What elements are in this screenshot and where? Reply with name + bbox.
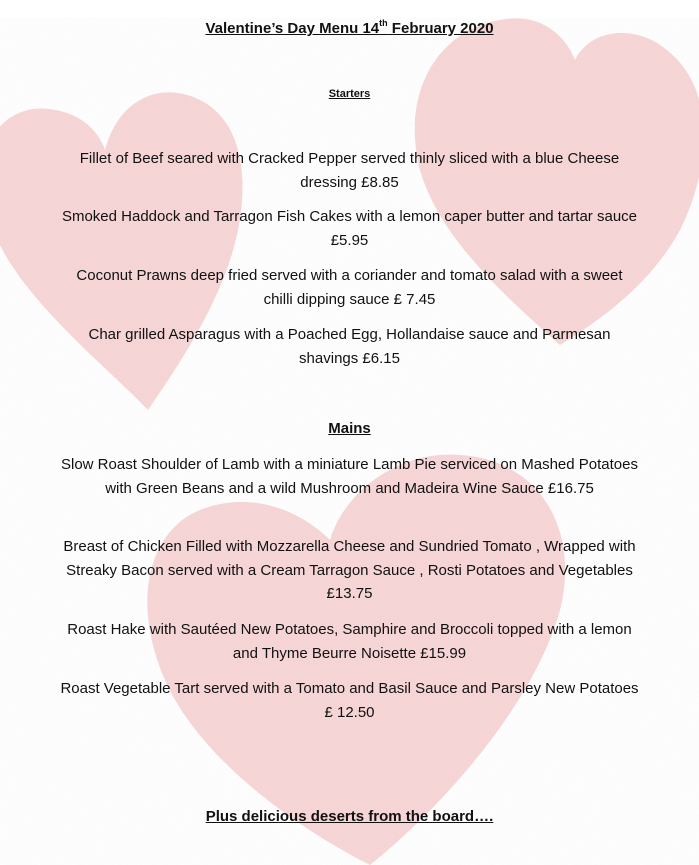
menu-title: Valentine’s Day Menu 14th February 2020 [205, 18, 494, 37]
mains-heading: Mains [328, 420, 371, 437]
main-item: Breast of Chicken Filled with Mozzarella Cheese and Sundried Tomato , Wrapped with Streaky Bacon served with a Cream Tarragon Sauce , Rosti Potatoes and Vegetables £13.75 [63, 538, 636, 602]
main-item: Roast Vegetable Tart served with a Tomato and Basil Sauce and Parsley New Potatoes £ 12.50 [60, 680, 639, 721]
starter-item: Smoked Haddock and Tarragon Fish Cakes with a lemon caper butter and tartar sauce £5.95 [61, 208, 638, 249]
main-item: Slow Roast Shoulder of Lamb with a miniature Lamb Pie serviced on Mashed Potatoes with Green Beans and a wild Mushroom and Madeira Wine Sauce £16.75 [61, 456, 638, 497]
starter-item: Fillet of Beef seared with Cracked Pepper served thinly sliced with a blue Cheese dressing £8.85 [79, 150, 620, 191]
main-item: Roast Hake with Sautéed New Potatoes, Samphire and Broccoli topped with a lemon and Thyme Beurre Noisette £15.99 [67, 621, 632, 662]
desserts-note: Plus delicious deserts from the board…. [205, 808, 494, 825]
starter-item: Char grilled Asparagus with a Poached Egg, Hollandaise sauce and Parmesan shavings £6.15 [88, 326, 611, 367]
starters-heading: Starters [328, 88, 371, 100]
title-superscript: th [379, 18, 388, 28]
starter-item: Coconut Prawns deep fried served with a coriander and tomato salad with a sweet chilli dipping sauce £ 7.45 [76, 267, 623, 308]
